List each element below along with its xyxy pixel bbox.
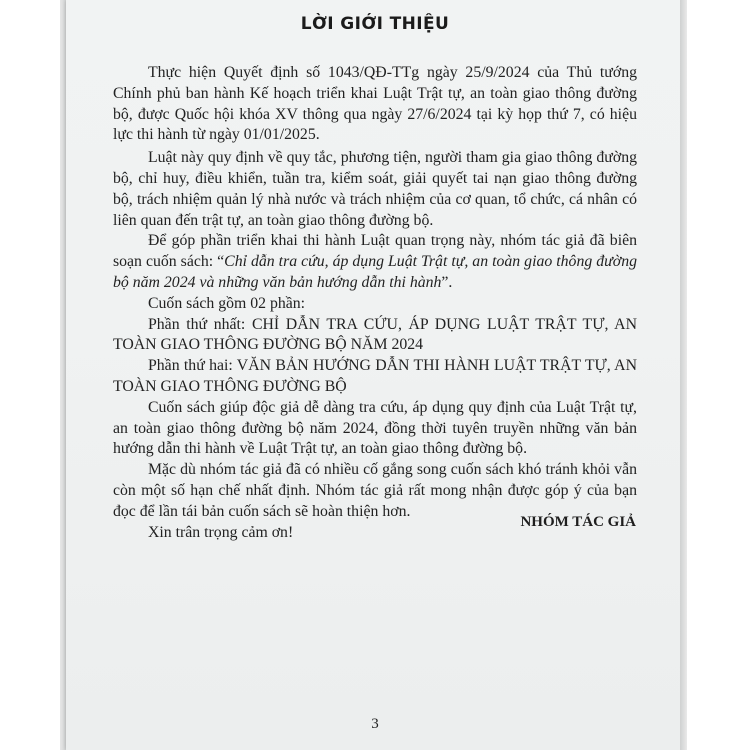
paragraph-3-lead: Để góp phần triển khai thi hành Luật quan trọng này, nhóm tác giả đã biên soạn cuốn sách: “ <box>113 232 637 271</box>
introduction-body <box>113 63 637 543</box>
book-title-quote: Chỉ dẫn tra cứu, áp dụng Luật Trật tự, an toàn giao thông đường bộ năm 2024 và những văn bản hướng dẫn thi hành <box>113 253 638 291</box>
paragraph-3 <box>113 231 637 293</box>
page-number: 3 <box>371 716 379 732</box>
author-signature: NHÓM TÁC GIẢ <box>520 514 636 530</box>
paragraph-7: Cuốn sách giúp độc giả dễ dàng tra cứu, áp dụng quy định của Luật Trật tự, an toàn giao thông đường bộ năm 2024, đồng thời tuyên truyền những văn bản hướng dẫn thi hành về Luật Trật tự, an toàn giao thông đường bộ. <box>113 398 637 458</box>
paragraph-9: Xin trân trọng cảm ơn! <box>148 523 294 541</box>
paragraph-8: Mặc dù nhóm tác giả đã có nhiều cố gắng song cuốn sách khó tránh khỏi vẫn còn một số hạn chế nhất định. Nhóm tác giả rất mong nhận được góp ý của bạn đọc để lần tái bản cuốn sách sẽ hoàn thiện hơn. <box>113 461 637 520</box>
page-title: LỜI GIỚI THIỆU <box>300 14 450 34</box>
paragraph-4: Cuốn sách gồm 02 phần: <box>148 294 306 312</box>
paragraph-5: Phần thứ nhất: CHỈ DẪN TRA CỨU, ÁP DỤNG LUẬT TRẬT TỰ, AN TOÀN GIAO THÔNG ĐƯỜNG BỘ NĂM 2024 <box>113 315 637 354</box>
paragraph-2: Luật này quy định về quy tắc, phương tiện, người tham gia giao thông đường bộ, chỉ huy, điều khiển, tuần tra, kiểm soát, giải quyết tai nạn giao thông đường bộ, trách nhiệm quản lý nhà nước và trách nhiệm của cơ quan, tổ chức, cá nhân có liên quan đến trật tự, an toàn giao thông đường bộ. <box>113 149 637 229</box>
paragraph-1: Thực hiện Quyết định số 1043/QĐ-TTg ngày 25/9/2024 của Thủ tướng Chính phủ ban hành Kế hoạch triển khai Luật Trật tự, an toàn giao thông đường bộ, được Quốc hội khóa XV thông qua ngày 27/6/2024 tại kỳ họp thứ 7, có hiệu lực thi hành từ ngày 01/01/2025. <box>113 64 637 144</box>
paragraph-3-tail: ”. <box>441 273 453 291</box>
paragraph-6: Phần thứ hai: VĂN BẢN HƯỚNG DẪN THI HÀNH LUẬT TRẬT TỰ, AN TOÀN GIAO THÔNG ĐƯỜNG BỘ <box>113 357 637 395</box>
page-stack-right-edge <box>680 0 687 750</box>
